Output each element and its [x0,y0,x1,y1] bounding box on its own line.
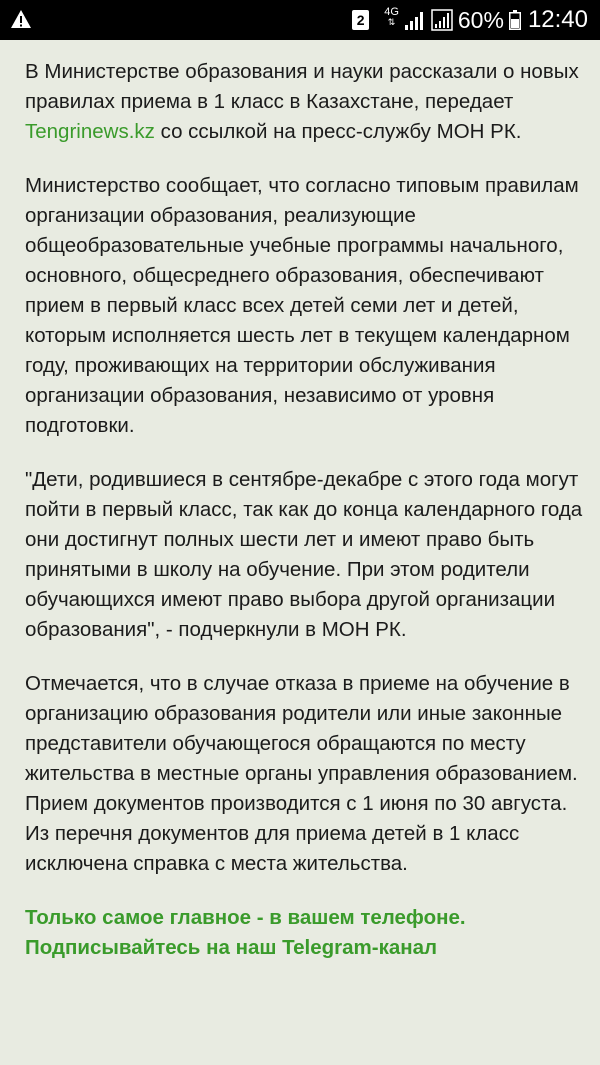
signal-icon [404,9,426,31]
clock: 12:40 [527,6,588,33]
warning-icon [10,9,32,29]
article-body [25,57,585,987]
signal-icon-secondary [431,9,453,31]
paragraph-text: В Министерстве образования и науки рассказали о новых правилах приема в 1 класс в Казахстане, передает [25,60,579,113]
sim-icon [352,10,369,30]
network-type-label: 4G [384,6,399,18]
paragraph-text: со ссылкой на пресс-службу МОН РК. [154,120,522,143]
battery-percent: 60% [457,6,504,33]
sim-slot-label: 2 [356,12,365,28]
source-link[interactable]: Tengrinews.kz [25,120,155,143]
article-paragraph [25,57,585,147]
article-paragraph: "Дети, родившиеся в сентябре-декабре с этого года могут пойти в первый класс, так как до конца календарного года они достигнут полных шести лет и имеют право быть принятыми в школу на обучение. При этом родители обучающихся имеют право выбора другой организации образования", - подчеркнули в МОН РК. [25,468,583,641]
article-paragraph: Отмечается, что в случае отказа в приеме на обучение в организацию образования родители или иные законные представители обучающегося обращаются по месту жительства в местные органы управления образованием. Прием документов производится с 1 июня по 30 августа. Из перечня документов для приема детей в 1 класс исключена справка с места жительства. [25,672,578,875]
telegram-promo[interactable]: Только самое главное - в вашем телефоне. Подписывайтесь на наш Telegram-канал [25,906,466,959]
status-bar [0,0,600,40]
article-paragraph: Министерство сообщает, что согласно типовым правилам организации образования, реализующие общеобразовательные учебные программы начального, основного, общесреднего образования, обеспечивают прием в первый класс всех детей семи лет и детей, которым исполняется шесть лет в текущем календарном году, проживающих на территории обслуживания организации образования, независимо от уровня подготовки. [25,174,579,437]
battery-icon [509,10,521,30]
status-icons [352,0,588,40]
network-4g-icon: 4G ⇅ [384,6,399,27]
